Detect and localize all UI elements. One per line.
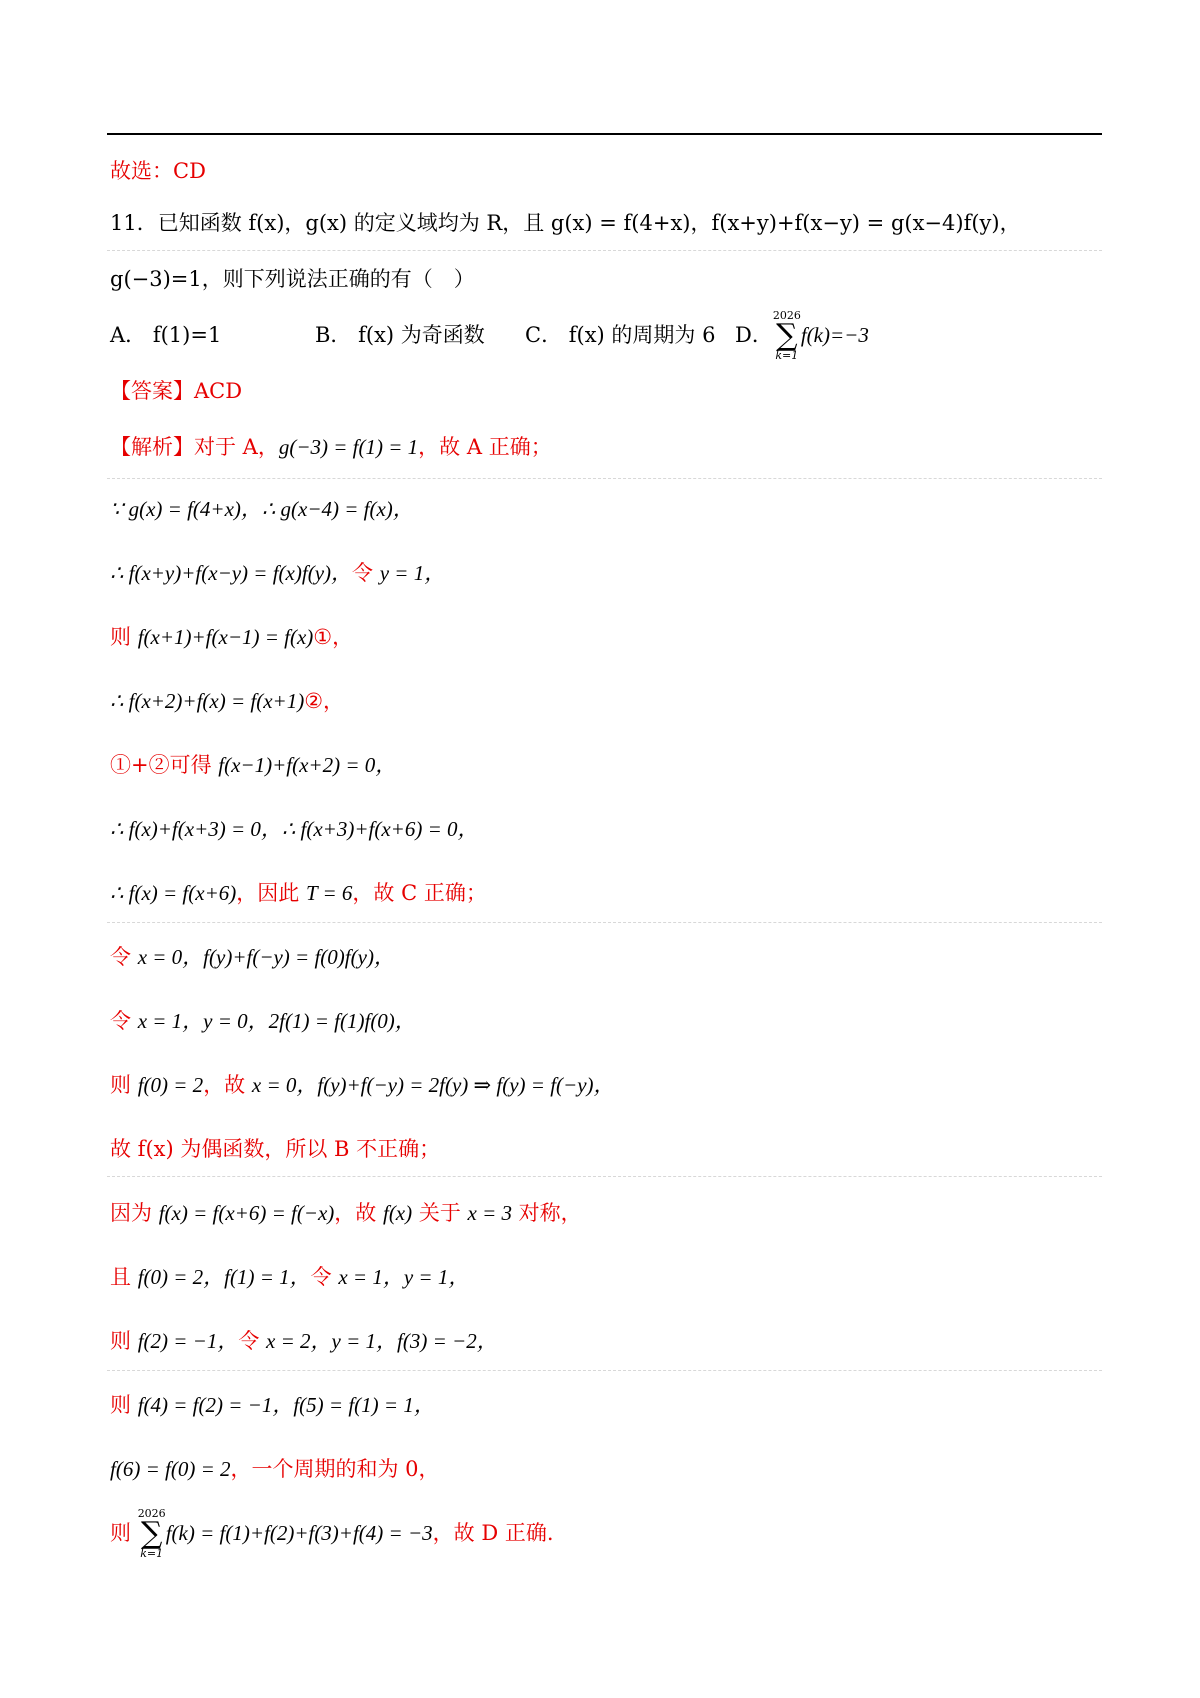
analysis-line-17: f(6) = f(0) = 2，一个周期的和为 0， <box>110 1457 440 1481</box>
analysis-line-1: 【解析】对于 A，g(−3) = f(1) = 1，故 A 正确； <box>110 435 552 459</box>
analysis-line-14: 且 f(0) = 2，f(1) = 1，令 x = 1，y = 1， <box>110 1265 470 1289</box>
divider <box>107 922 1102 923</box>
option-b: B． f(x) 为奇函数 <box>315 323 485 347</box>
header-rule <box>107 133 1102 135</box>
analysis-line-8: ∴ f(x) = f(x+6)，因此 T = 6，故 C 正确； <box>110 881 487 905</box>
analysis-line-4: 则 f(x+1)+f(x−1) = f(x)①， <box>110 625 354 649</box>
analysis-line-9: 令 x = 0，f(y)+f(−y) = f(0)f(y)， <box>110 945 395 969</box>
option-a: A． f(1)=1 <box>110 323 222 347</box>
divider <box>107 250 1102 251</box>
analysis-line-3: ∴ f(x+y)+f(x−y) = f(x)f(y)，令 y = 1， <box>110 561 446 585</box>
divider <box>107 1176 1102 1177</box>
previous-answer: 故选：CD <box>110 159 206 183</box>
analysis-line-6: ①+②可得 f(x−1)+f(x+2) = 0， <box>110 753 397 777</box>
question-line-2: g(−3)=1，则下列说法正确的有（ ） <box>110 267 475 291</box>
divider <box>107 1370 1102 1371</box>
divider <box>107 478 1102 479</box>
summation-symbol: 2026 ∑ k=1 <box>137 1506 166 1560</box>
analysis-line-10: 令 x = 1，y = 0，2f(1) = f(1)f(0)， <box>110 1009 416 1033</box>
analysis-line-11: 则 f(0) = 2，故 x = 0，f(y)+f(−y) = 2f(y) ⇒ f(y) = f(−y)， <box>110 1073 615 1097</box>
summation-symbol: 2026 ∑ k=1 <box>772 308 801 362</box>
analysis-line-13: 因为 f(x) = f(x+6) = f(−x)，故 f(x) 关于 x = 3 对称， <box>110 1201 582 1225</box>
question-line-1: 11．已知函数 f(x)，g(x) 的定义域均为 R，且 g(x) = f(4+x)，f(x+y)+f(x−y) = g(x−4)f(y)， <box>110 211 1021 235</box>
option-d: D． 2026 ∑ k=1 f(k)=−3 <box>735 308 869 362</box>
analysis-line-2: ∵ g(x) = f(4+x)，∴ g(x−4) = f(x)， <box>110 497 414 521</box>
analysis-line-15: 则 f(2) = −1，令 x = 2，y = 1，f(3) = −2， <box>110 1329 498 1353</box>
analysis-line-16: 则 f(4) = f(2) = −1，f(5) = f(1) = 1， <box>110 1393 435 1417</box>
analysis-line-7: ∴ f(x)+f(x+3) = 0，∴ f(x+3)+f(x+6) = 0， <box>110 817 479 841</box>
analysis-line-12: 故 f(x) 为偶函数，所以 B 不正确； <box>110 1137 441 1161</box>
options-row <box>110 308 869 362</box>
analysis-line-18: 则 2026 ∑ k=1 f(k) = f(1)+f(2)+f(3)+f(4) = −3，故 D 正确. <box>110 1506 554 1560</box>
answer-line: 【答案】ACD <box>110 379 243 403</box>
analysis-line-5: ∴ f(x+2)+f(x) = f(x+1)②， <box>110 689 345 713</box>
option-c: C． f(x) 的周期为 6 <box>525 323 716 347</box>
